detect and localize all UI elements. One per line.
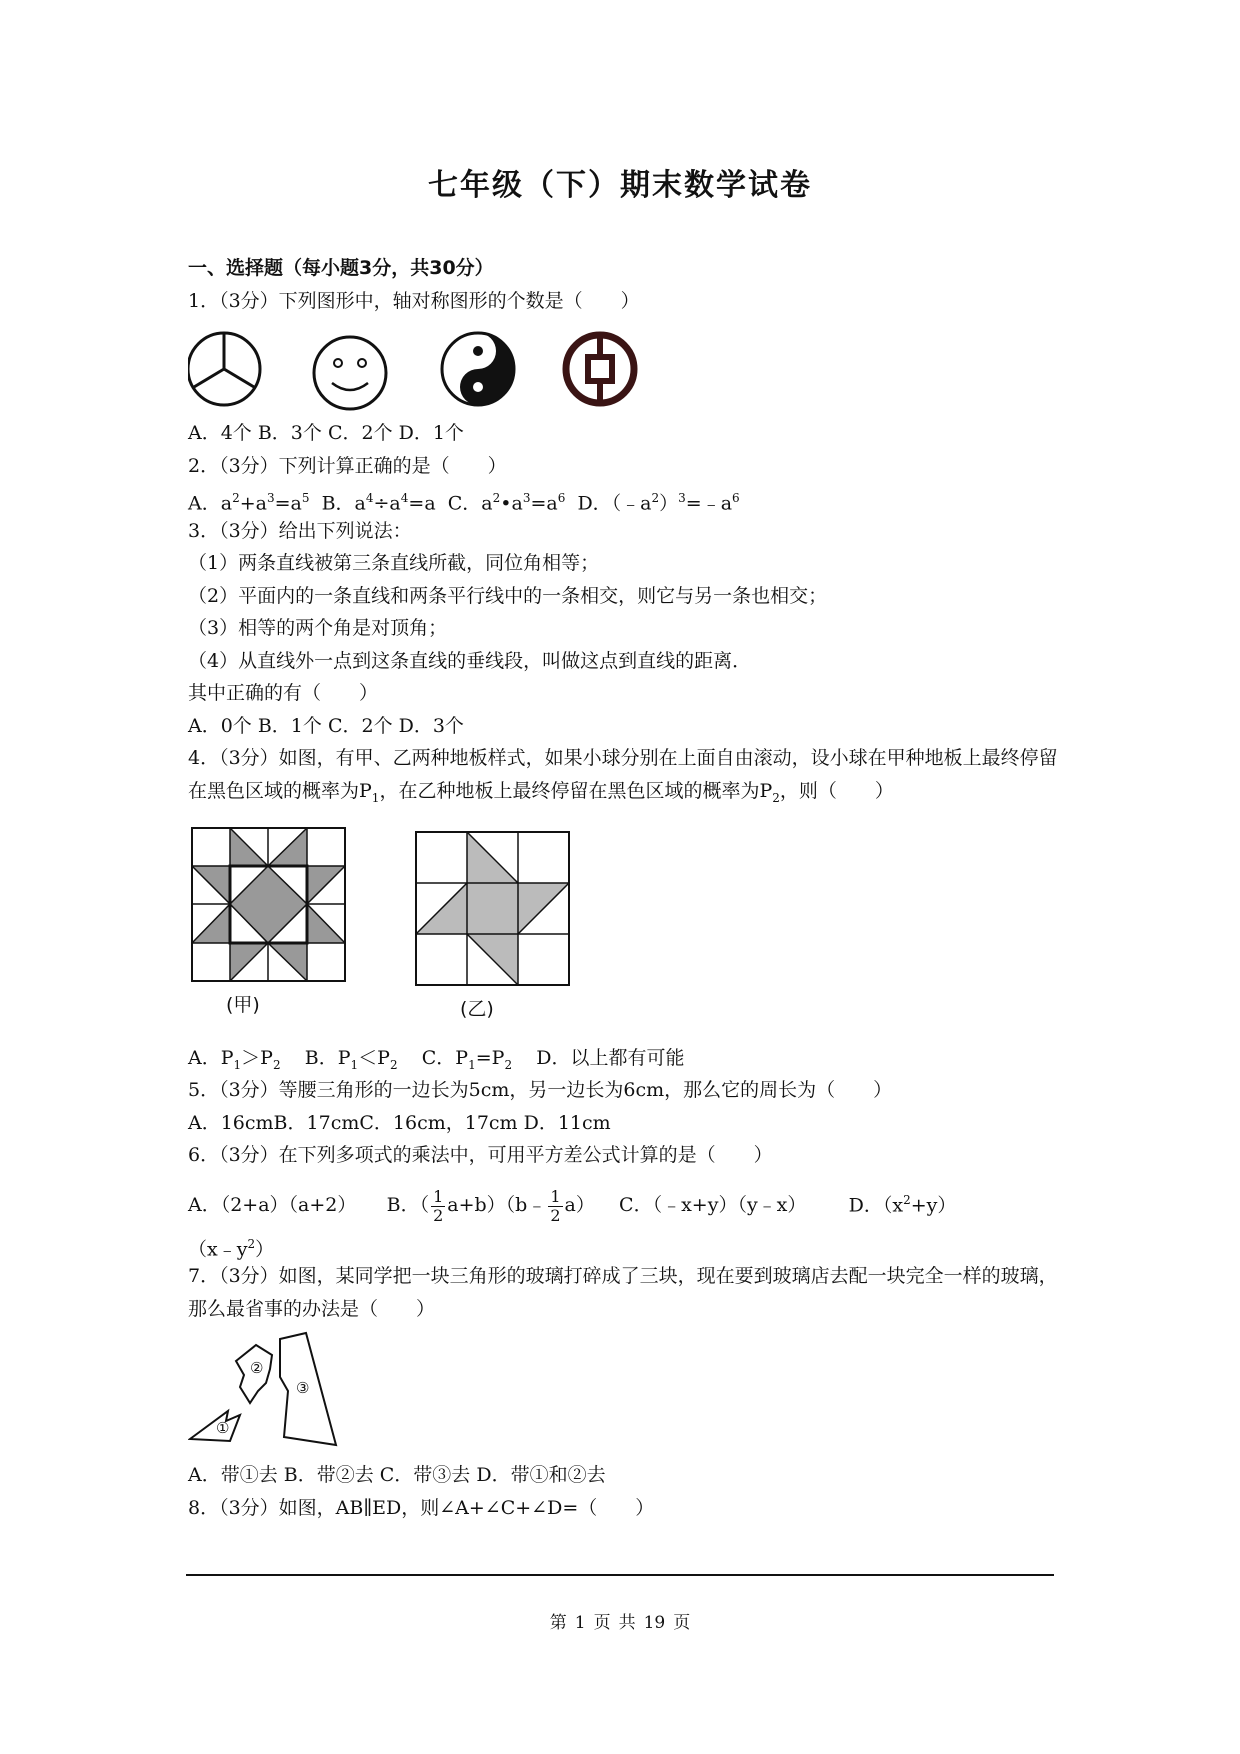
glass-piece-1 <box>190 1411 240 1441</box>
q7-options: A．带①去 B．带②去 C．带③去 D．带①和②去 <box>188 1464 606 1487</box>
total-pages: 19 <box>643 1613 666 1633</box>
q3-statement: （3）相等的两个角是对顶角； <box>188 617 448 639</box>
smiley-face-icon <box>314 337 386 409</box>
q6-stem: 6．（3分）在下列多项式的乘法中，可用平方差公式计算的是（ ） <box>188 1144 773 1167</box>
piece-label-2: ② <box>250 1359 264 1378</box>
q1-figures <box>188 321 1058 417</box>
q4-floor-svg <box>188 824 588 1006</box>
page-number: 1 <box>574 1613 586 1633</box>
yin-yang-icon <box>442 333 514 405</box>
q1-stem: 1．（3分）下列图形中，轴对称图形的个数是（ ） <box>188 289 640 312</box>
page-footer: 第 1 页 共 19 页 <box>549 1613 691 1633</box>
q4-figures <box>188 824 1058 1034</box>
q5-stem: 5．（3分）等腰三角形的一边长为5cm，另一边长为6cm，那么它的周长为（ ） <box>188 1079 893 1102</box>
q3-options: A．0个 B．1个 C．2个 D．3个 <box>188 714 464 737</box>
three-spoke-circle-icon <box>188 333 260 405</box>
q7-stem: 7．（3分）如图，某同学把一块三角形的玻璃打碎成了三块，现在要到玻璃店去配一块完全一样的玻璃，那么最省事的办法是（ ） <box>188 1265 1058 1320</box>
q2-options: A．$a^2+a^3=a^5$ B．$a^4\div a^4=a$ C．$a^2•a^3=a^6$ D．$(﹣a^2)^3=﹣a^6$ <box>188 491 740 515</box>
content <box>188 252 1058 1524</box>
piece-label-1: ① <box>216 1419 230 1438</box>
q8-stem: 8．（3分）如图，AB∥ED，则∠A+∠C+∠D=（ ） <box>188 1496 655 1519</box>
q1-options: A．4个 B．3个 C．2个 D．1个 <box>188 422 464 444</box>
q3-statement: （1）两条直线被第三条直线所截，同位角相等； <box>188 552 600 574</box>
caption-yi: (乙) <box>460 997 494 1020</box>
page-title: 七年级（下）期末数学试卷 <box>428 168 812 203</box>
q6-options-cont: $(x﹣y^2)$ <box>188 1236 275 1261</box>
q4-options: A．$P_1>P_2$ B．$P_1<P_2$ C．$P_1=P_2$ D．以上都有可能 <box>188 1046 685 1072</box>
q3-stem: 3．（3分）给出下列说法： <box>188 519 412 542</box>
q4-stem: 4．（3分）如图，有甲、乙两种地板样式，如果小球分别在上面自由滚动，设小球在甲种地板上最终停留在黑色区域的概率为$P_1$，在乙种地板上最终停留在黑色区域的概率为$P_2$，则（ ） <box>188 747 1058 805</box>
q3-statement: （4）从直线外一点到这条直线的垂线段，叫做这点到直线的距离． <box>188 649 752 672</box>
q3-statement: （2）平面内的一条直线和两条平行线中的一条相交，则它与另一条也相交； <box>188 584 828 607</box>
footer-divider <box>186 1574 1054 1576</box>
piece-label-3: ③ <box>296 1379 310 1398</box>
q1-figures-svg <box>188 321 668 417</box>
q3-ask: 其中正确的有（ ） <box>188 682 379 704</box>
floor-pattern-yi <box>416 832 569 985</box>
broken-glass-svg <box>188 1331 358 1451</box>
q2-stem: 2．（3分）下列计算正确的是（ ） <box>188 454 507 477</box>
q7-figure <box>188 1331 1058 1451</box>
floor-pattern-jia <box>192 828 345 981</box>
q6-options: A．（2+a）（a+2） B．（ $\frac{1}{2}$ a+b）（b﹣ $\frac{1}{2}$ a） C．（﹣x+y）（y﹣x） D．$(x^2+y)$ <box>188 1186 957 1225</box>
q5-options: A．16cmB．17cmC．16cm，17cm D．11cm <box>188 1111 611 1134</box>
caption-jia: (甲) <box>226 993 260 1016</box>
coin-logo-icon <box>566 335 634 403</box>
section-heading: 一、选择题（每小题3分，共30分） <box>188 257 494 279</box>
